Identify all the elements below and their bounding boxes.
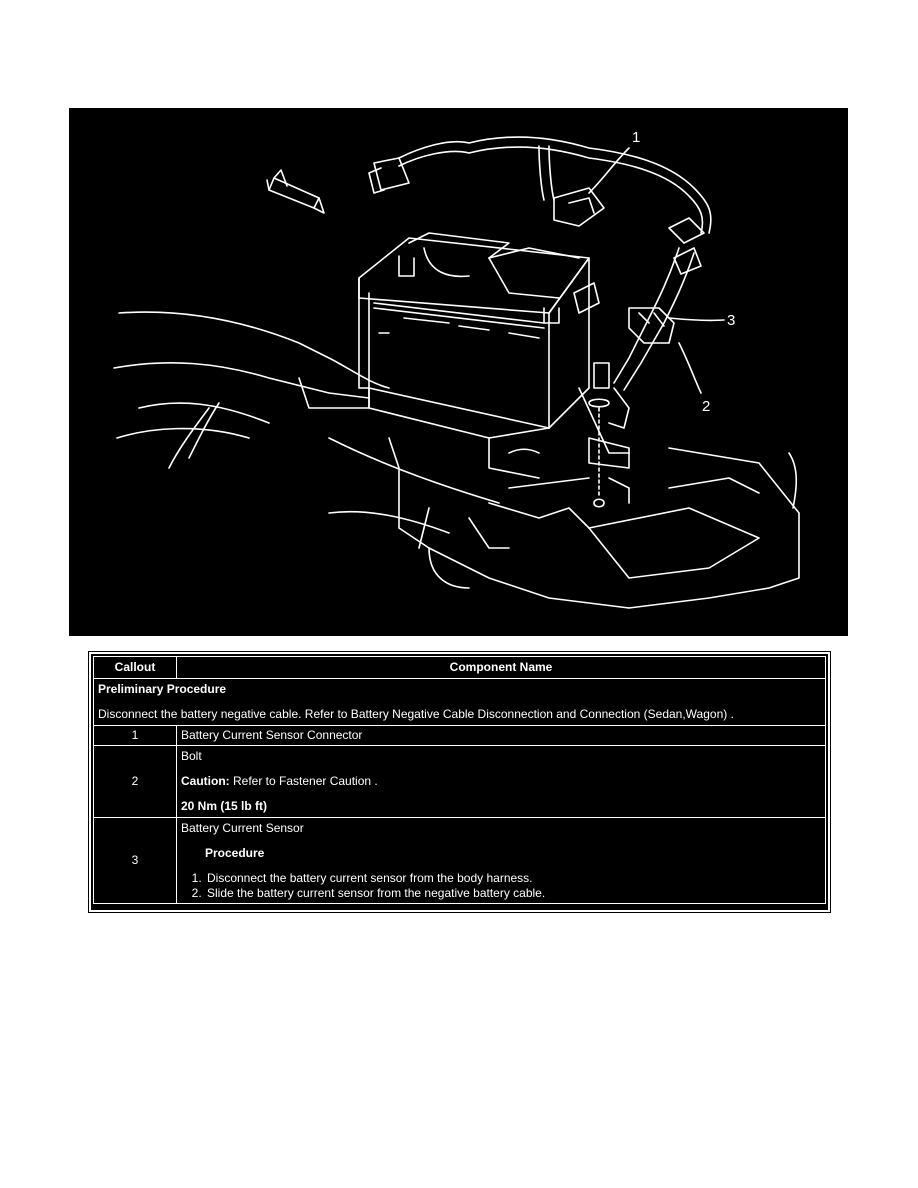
- header-component-name: Component Name: [177, 657, 826, 679]
- procedure-step: 2. Slide the battery current sensor from the negative battery cable.: [205, 886, 821, 901]
- battery-line-drawing: [69, 108, 848, 636]
- table-row: [94, 746, 826, 818]
- row-2-name: Bolt: [181, 749, 202, 763]
- row-2-callout: 2: [94, 746, 177, 818]
- caution-label: Caution:: [181, 774, 230, 788]
- preliminary-title: Preliminary Procedure: [98, 682, 227, 696]
- battery-illustration: [69, 108, 848, 636]
- table-header-row: [94, 657, 826, 679]
- callout-3-label: 3: [727, 312, 736, 329]
- row-3-callout: 3: [94, 818, 177, 904]
- preliminary-row: [94, 679, 826, 726]
- procedure-title: Procedure: [205, 846, 265, 860]
- row-3-name: Battery Current Sensor: [181, 821, 304, 835]
- preliminary-text: Disconnect the battery negative cable. Refer to Battery Negative Cable Disconnection and Connection (Sedan,Wagon) .: [98, 707, 734, 721]
- component-table: [93, 656, 826, 904]
- table-row: [94, 726, 826, 746]
- caution-text: Refer to Fastener Caution .: [229, 774, 378, 788]
- header-callout: Callout: [94, 657, 177, 679]
- row-1-callout: 1: [94, 726, 177, 746]
- callout-1-label: 1: [632, 129, 641, 146]
- table-row: [94, 818, 826, 904]
- row-1-name: Battery Current Sensor Connector: [177, 726, 826, 746]
- procedure-steps: [181, 871, 821, 901]
- row-2-torque: 20 Nm (15 lb ft): [181, 799, 268, 813]
- procedure-step: 1. Disconnect the battery current sensor from the body harness.: [205, 871, 821, 886]
- component-table-frame: [89, 652, 830, 912]
- row-2-caution: [181, 774, 821, 789]
- callout-2-label: 2: [702, 398, 711, 415]
